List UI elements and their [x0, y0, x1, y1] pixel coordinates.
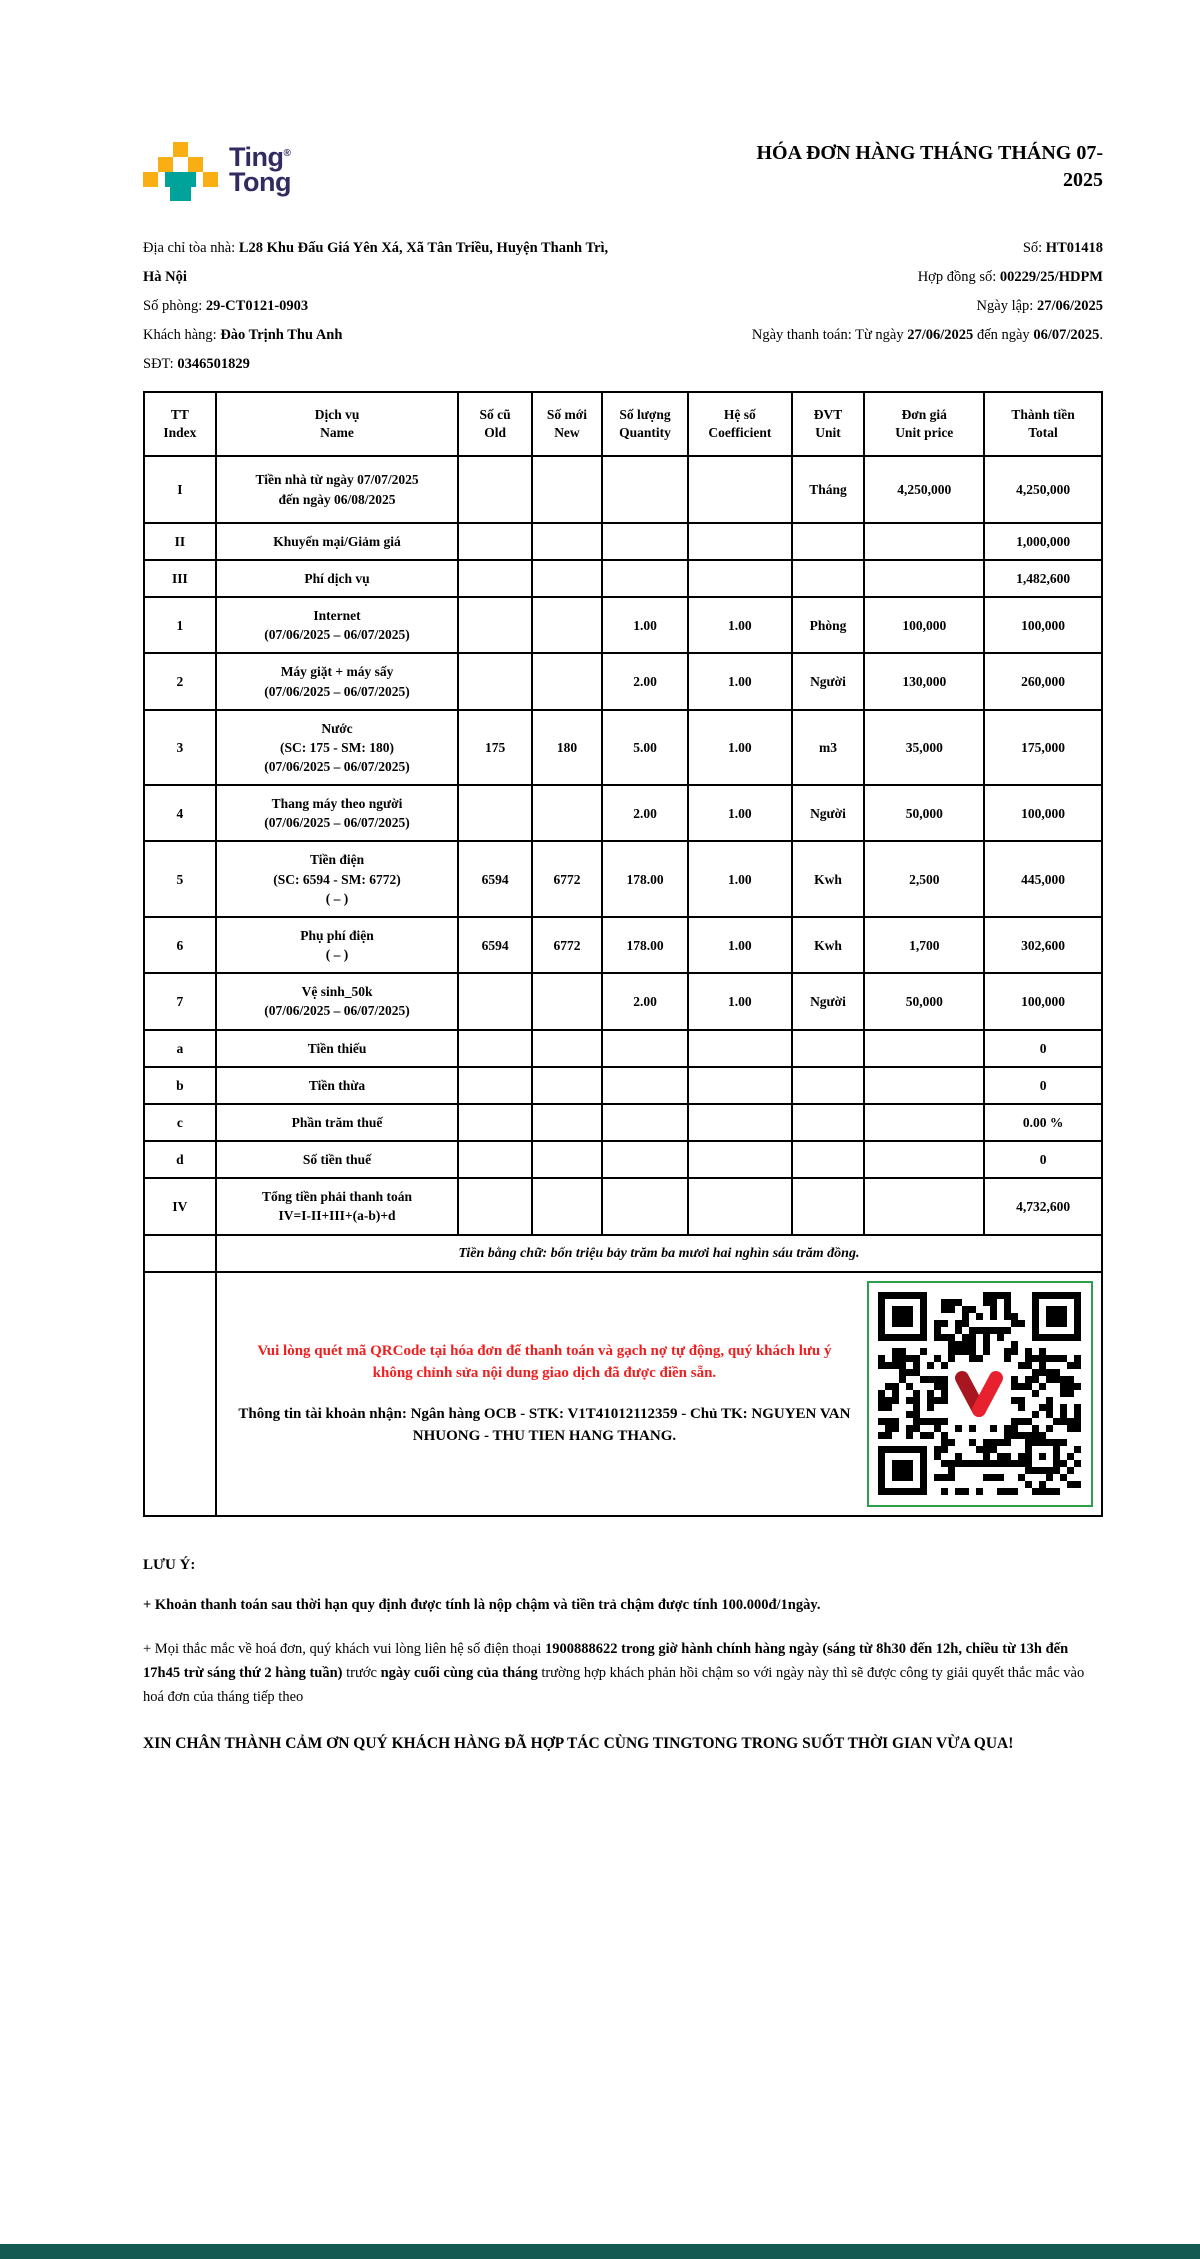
tingtong-pixel-arrow-icon	[143, 142, 219, 204]
cell-total: 445,000	[984, 841, 1102, 916]
cell-new	[532, 1178, 602, 1234]
cell-coeff: 1.00	[688, 973, 791, 1029]
cell-total: 1,482,600	[984, 560, 1102, 597]
cell-idx: 2	[144, 653, 216, 709]
cell-qty	[602, 456, 688, 522]
customer-info	[143, 234, 621, 379]
table-row	[144, 1141, 1102, 1178]
invoice-title-line2: 2025	[1063, 169, 1103, 191]
qr-code-image	[878, 1292, 1081, 1495]
info-line: Số: HT01418	[1022, 240, 1103, 256]
charges-table	[143, 391, 1103, 1517]
cell-price: 35,000	[864, 710, 984, 785]
charges-table-body	[144, 456, 1102, 1234]
cell-new: 6772	[532, 841, 602, 916]
cell-price: 50,000	[864, 785, 984, 841]
cell-name: Phụ phí điện ( – )	[216, 917, 458, 973]
cell-name: Số tiền thuế	[216, 1141, 458, 1178]
cell-price	[864, 523, 984, 560]
cell-new	[532, 456, 602, 522]
cell-old	[458, 523, 532, 560]
cell-name: Tổng tiền phải thanh toán IV=I-II+III+(a-b)+d	[216, 1178, 458, 1234]
cell-qty: 1.00	[602, 597, 688, 653]
cell-coeff	[688, 1141, 791, 1178]
cell-idx: 5	[144, 841, 216, 916]
cell-old: 6594	[458, 917, 532, 973]
cell-unit: Người	[792, 653, 865, 709]
table-row	[144, 841, 1102, 916]
bank-account-text: Thông tin tài khoản nhận: Ngân hàng OCB - STK: V1T41012112359 - Chủ TK: NGUYEN VAN NHUONG - THU TIEN HANG THANG.	[238, 1406, 851, 1445]
wordmark-bottom: Tong	[229, 167, 291, 197]
invoice-title-line1: HÓA ĐƠN HÀNG THÁNG THÁNG 07-	[756, 142, 1103, 164]
cell-old	[458, 1178, 532, 1234]
cell-price: 100,000	[864, 597, 984, 653]
cell-empty	[144, 1272, 216, 1516]
cell-idx: 1	[144, 597, 216, 653]
cell-unit: Phòng	[792, 597, 865, 653]
cell-coeff	[688, 560, 791, 597]
cell-qty	[602, 523, 688, 560]
cell-old	[458, 1030, 532, 1067]
cell-coeff	[688, 1067, 791, 1104]
cell-new: 180	[532, 710, 602, 785]
cell-name: Tiền thừa	[216, 1067, 458, 1104]
cell-total: 0.00 %	[984, 1104, 1102, 1141]
cell-price: 1,700	[864, 917, 984, 973]
cell-total: 175,000	[984, 710, 1102, 785]
cell-qty: 2.00	[602, 973, 688, 1029]
tingtong-logo	[143, 138, 291, 204]
invoice-notes	[143, 1557, 1103, 1756]
cell-old	[458, 1104, 532, 1141]
cell-total: 4,250,000	[984, 456, 1102, 522]
cell-coeff	[688, 456, 791, 522]
footer-brand-bar	[0, 2244, 1200, 2259]
column-header: Số cũ Old	[458, 392, 532, 456]
cell-new	[532, 523, 602, 560]
cell-qty: 2.00	[602, 653, 688, 709]
cell-old	[458, 560, 532, 597]
cell-idx: IV	[144, 1178, 216, 1234]
tingtong-wordmark	[229, 141, 291, 195]
invoice-header	[143, 138, 1103, 204]
cell-idx: a	[144, 1030, 216, 1067]
cell-new	[532, 1067, 602, 1104]
cell-old: 175	[458, 710, 532, 785]
cell-unit	[792, 1178, 865, 1234]
cell-name: Phí dịch vụ	[216, 560, 458, 597]
cell-coeff	[688, 1030, 791, 1067]
cell-unit	[792, 523, 865, 560]
cell-price	[864, 1067, 984, 1104]
cell-old	[458, 785, 532, 841]
cell-idx: b	[144, 1067, 216, 1104]
table-row	[144, 1030, 1102, 1067]
column-header: ĐVT Unit	[792, 392, 865, 456]
cell-total: 260,000	[984, 653, 1102, 709]
cell-old	[458, 456, 532, 522]
cell-qty: 178.00	[602, 917, 688, 973]
table-row	[144, 1104, 1102, 1141]
info-line: SĐT: 0346501829	[143, 356, 250, 372]
cell-coeff: 1.00	[688, 653, 791, 709]
cell-qty	[602, 1030, 688, 1067]
wordmark-top: Ting	[229, 142, 284, 172]
info-line: Ngày thanh toán: Từ ngày 27/06/2025 đến ngày 06/07/2025.	[751, 327, 1103, 343]
cell-qty: 2.00	[602, 785, 688, 841]
column-header: Đơn giá Unit price	[864, 392, 984, 456]
cell-price	[864, 560, 984, 597]
column-header: Số lượng Quantity	[602, 392, 688, 456]
table-row	[144, 597, 1102, 653]
cell-qty: 5.00	[602, 710, 688, 785]
invoice-meta	[143, 234, 1103, 379]
cell-new: 6772	[532, 917, 602, 973]
column-header: Dịch vụ Name	[216, 392, 458, 456]
cell-name: Vệ sinh_50k (07/06/2025 – 06/07/2025)	[216, 973, 458, 1029]
table-row	[144, 1178, 1102, 1234]
cell-name: Khuyến mại/Giảm giá	[216, 523, 458, 560]
cell-total: 0	[984, 1030, 1102, 1067]
cell-empty	[144, 1235, 216, 1273]
cell-new	[532, 785, 602, 841]
cell-unit: Kwh	[792, 917, 865, 973]
cell-old	[458, 1067, 532, 1104]
cell-new	[532, 1141, 602, 1178]
cell-qty	[602, 1067, 688, 1104]
cell-price: 50,000	[864, 973, 984, 1029]
cell-idx: 7	[144, 973, 216, 1029]
cell-price: 130,000	[864, 653, 984, 709]
cell-unit	[792, 560, 865, 597]
charges-table-header	[144, 392, 1102, 456]
cell-price: 4,250,000	[864, 456, 984, 522]
registered-mark: ®	[283, 148, 291, 159]
cell-qty	[602, 1141, 688, 1178]
cell-idx: 6	[144, 917, 216, 973]
info-line: Số phòng: 29-CT0121-0903	[143, 298, 309, 314]
cell-price	[864, 1030, 984, 1067]
cell-unit	[792, 1104, 865, 1141]
payment-qr-code	[867, 1281, 1093, 1507]
cell-price: 2,500	[864, 841, 984, 916]
amount-in-words-row	[144, 1235, 1102, 1273]
cell-old	[458, 973, 532, 1029]
cell-new	[532, 973, 602, 1029]
cell-idx: I	[144, 456, 216, 522]
cell-old	[458, 1141, 532, 1178]
table-row	[144, 1067, 1102, 1104]
cell-name: Tiền thiếu	[216, 1030, 458, 1067]
column-header: Hệ số Coefficient	[688, 392, 791, 456]
cell-unit	[792, 1067, 865, 1104]
cell-total: 1,000,000	[984, 523, 1102, 560]
cell-new	[532, 597, 602, 653]
note-item: + Mọi thắc mắc về hoá đơn, quý khách vui lòng liên hệ số điện thoại 1900888622 trong giờ hành chính hàng ngày (sáng từ 8h30 đến 12h, chiều từ 13h đến 17h45 trừ sáng thứ 2 hàng tuần) trước ngày cuối cùng của tháng trường hợp khách phản hồi chậm so với ngày này thì sẽ được công ty giải quyết thắc mắc vào hoá đơn của tháng tiếp theo	[143, 1641, 1085, 1706]
cell-qty	[602, 1178, 688, 1234]
column-header: TT Index	[144, 392, 216, 456]
table-row	[144, 523, 1102, 560]
cell-old	[458, 597, 532, 653]
cell-unit	[792, 1141, 865, 1178]
info-line: Khách hàng: Đào Trịnh Thu Anh	[143, 327, 343, 343]
cell-name: Tiền nhà từ ngày 07/07/2025 đến ngày 06/08/2025	[216, 456, 458, 522]
invoice-title	[756, 138, 1103, 194]
cell-unit: Người	[792, 785, 865, 841]
cell-coeff	[688, 523, 791, 560]
cell-price	[864, 1178, 984, 1234]
table-row	[144, 785, 1102, 841]
cell-qty: 178.00	[602, 841, 688, 916]
cell-name: Thang máy theo người (07/06/2025 – 06/07/2025)	[216, 785, 458, 841]
cell-price	[864, 1104, 984, 1141]
cell-total: 100,000	[984, 973, 1102, 1029]
notes-heading: LƯU Ý:	[143, 1557, 196, 1574]
cell-coeff: 1.00	[688, 710, 791, 785]
invoice-numbers-info	[621, 234, 1103, 379]
cell-total: 302,600	[984, 917, 1102, 973]
amount-in-words: Tiền bằng chữ: bốn triệu bảy trăm ba mươi hai nghìn sáu trăm đồng.	[216, 1235, 1102, 1273]
qr-instructions	[222, 1341, 867, 1448]
info-line: Ngày lập: 27/06/2025	[976, 298, 1103, 314]
cell-old: 6594	[458, 841, 532, 916]
cell-name: Máy giặt + máy sấy (07/06/2025 – 06/07/2025)	[216, 653, 458, 709]
cell-name: Phần trăm thuế	[216, 1104, 458, 1141]
thank-you-text: XIN CHÂN THÀNH CẢM ƠN QUÝ KHÁCH HÀNG ĐÃ HỢP TÁC CÙNG TINGTONG TRONG SUỐT THỜI GIAN VỪA QUA!	[143, 1735, 1014, 1753]
cell-idx: c	[144, 1104, 216, 1141]
cell-idx: II	[144, 523, 216, 560]
cell-unit: Kwh	[792, 841, 865, 916]
cell-unit: Người	[792, 973, 865, 1029]
cell-name: Tiền điện (SC: 6594 - SM: 6772) ( – )	[216, 841, 458, 916]
cell-unit	[792, 1030, 865, 1067]
cell-new	[532, 1030, 602, 1067]
cell-idx: 4	[144, 785, 216, 841]
charges-table-footer	[144, 1235, 1102, 1517]
cell-unit: Tháng	[792, 456, 865, 522]
cell-idx: d	[144, 1141, 216, 1178]
cell-coeff: 1.00	[688, 841, 791, 916]
cell-name: Internet (07/06/2025 – 06/07/2025)	[216, 597, 458, 653]
cell-old	[458, 653, 532, 709]
cell-idx: III	[144, 560, 216, 597]
cell-qty	[602, 560, 688, 597]
cell-coeff: 1.00	[688, 597, 791, 653]
cell-total: 4,732,600	[984, 1178, 1102, 1234]
cell-new	[532, 560, 602, 597]
column-header: Thành tiền Total	[984, 392, 1102, 456]
cell-new	[532, 1104, 602, 1141]
cell-name: Nước (SC: 175 - SM: 180) (07/06/2025 – 06/07/2025)	[216, 710, 458, 785]
table-row	[144, 917, 1102, 973]
info-line: Hợp đồng số: 00229/25/HDPM	[917, 269, 1103, 285]
cell-qty	[602, 1104, 688, 1141]
cell-idx: 3	[144, 710, 216, 785]
qr-payment-cell	[216, 1272, 1102, 1516]
cell-price	[864, 1141, 984, 1178]
cell-new	[532, 653, 602, 709]
qr-warning-text: Vui lòng quét mã QRCode tại hóa đơn để thanh toán và gạch nợ tự động, quý khách lưu ý không chỉnh sửa nội dung giao dịch đã được điền sẵn.	[257, 1342, 832, 1381]
cell-coeff: 1.00	[688, 785, 791, 841]
info-line: Địa chỉ tòa nhà: L28 Khu Đấu Giá Yên Xá, Xã Tân Triều, Huyện Thanh Trì, Hà Nội	[143, 240, 609, 285]
cell-total: 100,000	[984, 597, 1102, 653]
column-header: Số mới New	[532, 392, 602, 456]
table-row	[144, 456, 1102, 522]
cell-total: 0	[984, 1141, 1102, 1178]
qr-row	[144, 1272, 1102, 1516]
cell-unit: m3	[792, 710, 865, 785]
cell-coeff	[688, 1104, 791, 1141]
cell-total: 0	[984, 1067, 1102, 1104]
table-row	[144, 560, 1102, 597]
cell-coeff	[688, 1178, 791, 1234]
cell-total: 100,000	[984, 785, 1102, 841]
table-row	[144, 973, 1102, 1029]
cell-coeff: 1.00	[688, 917, 791, 973]
table-row	[144, 653, 1102, 709]
table-row	[144, 710, 1102, 785]
note-item: + Khoản thanh toán sau thời hạn quy định được tính là nộp chậm và tiền trả chậm được tính 100.000đ/1ngày.	[143, 1597, 821, 1614]
